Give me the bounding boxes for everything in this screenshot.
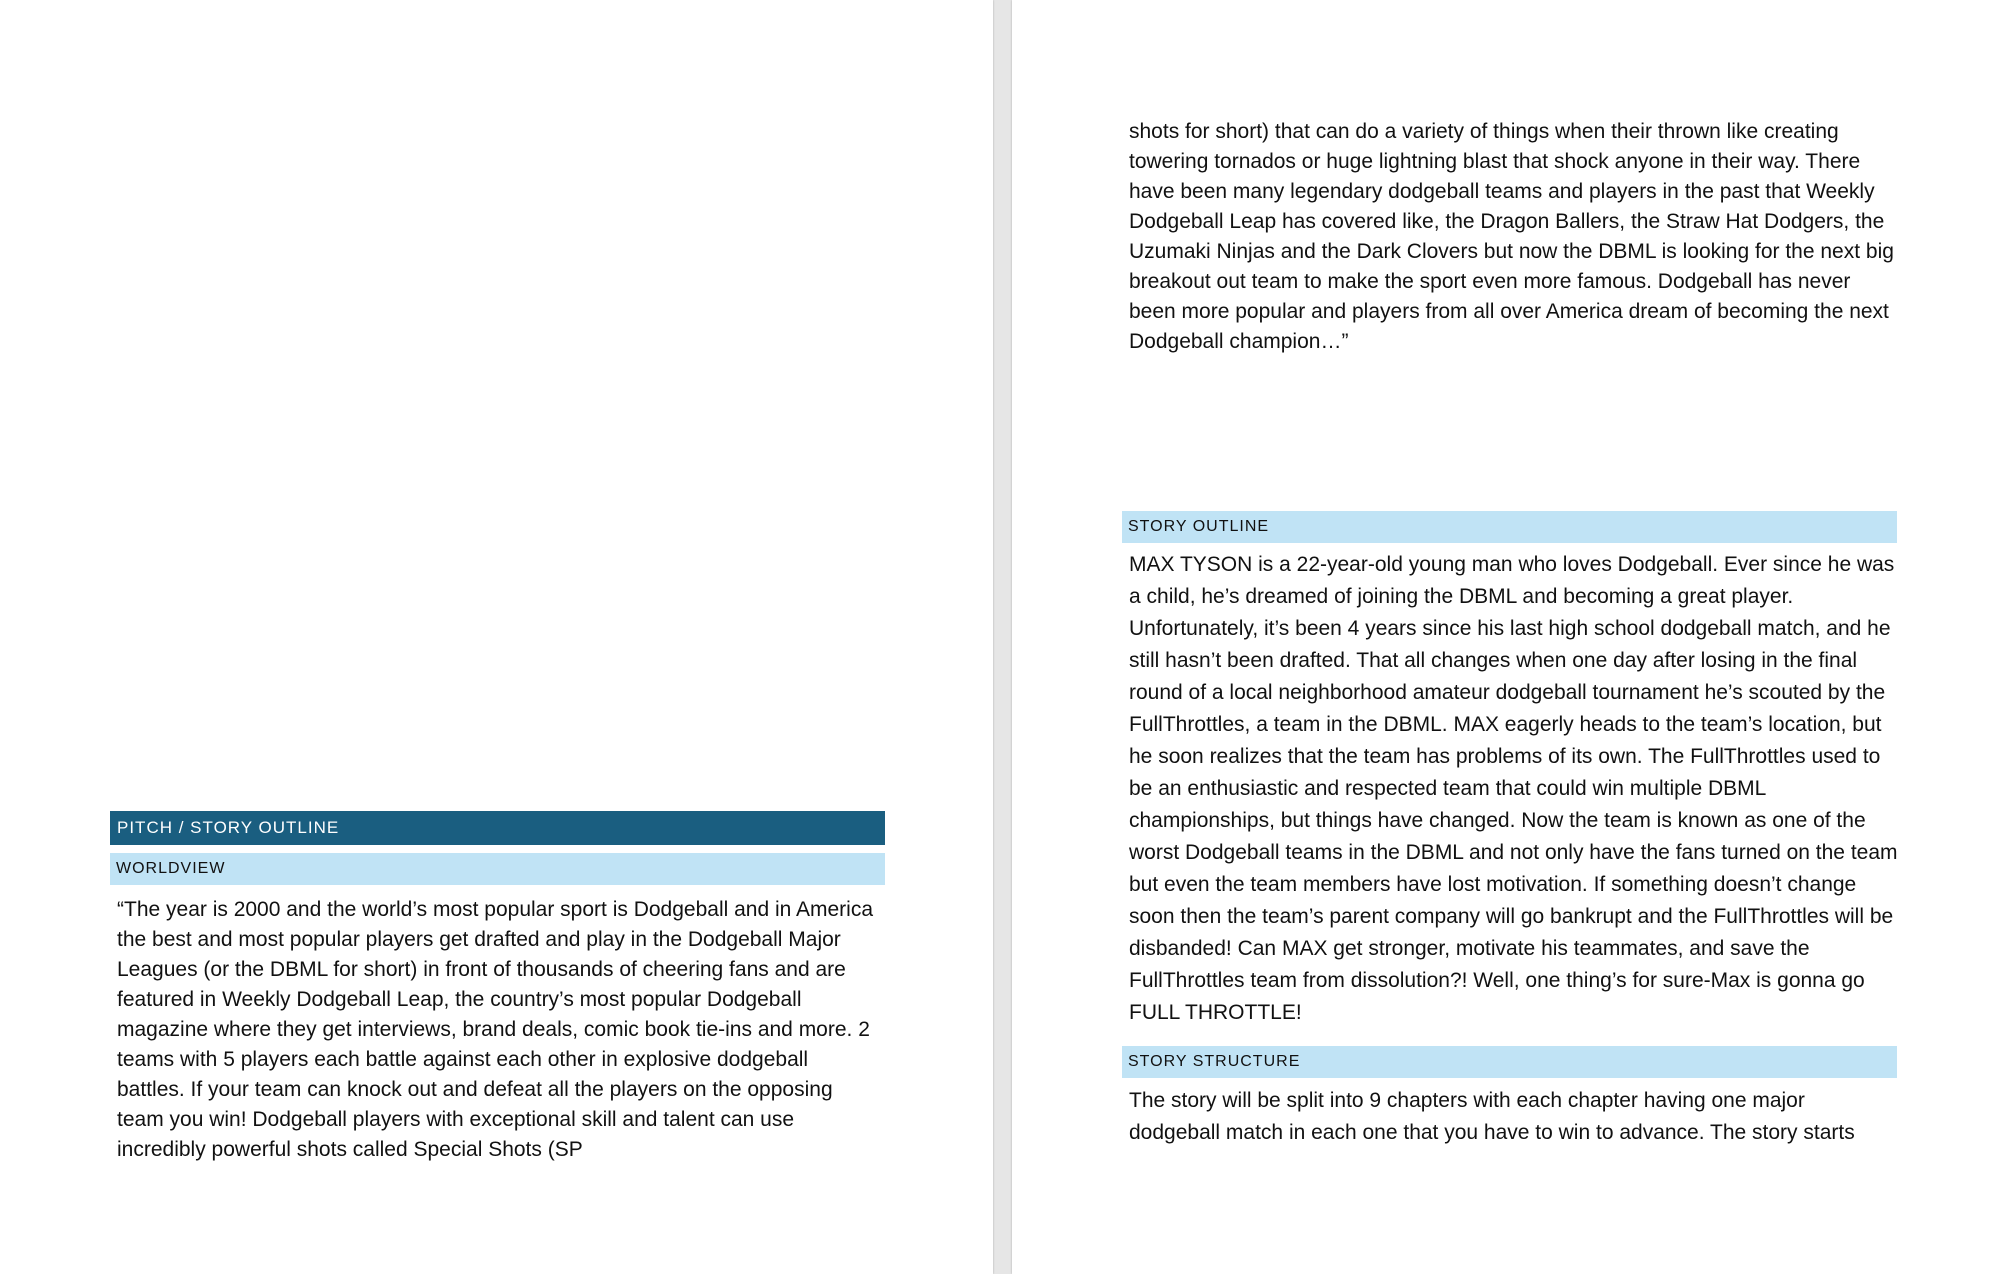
subsection-header-worldview: WORLDVIEW	[110, 853, 885, 885]
worldview-paragraph: “The year is 2000 and the world’s most popular sport is Dodgeball and in America the best and most popular players get drafted and play in the Dodgeball Major Leagues (or the DBML for short) in front of thousands of cheering fans and are featured in Weekly Dodgeball Leap, the country’s most popular Dodgeball magazine where they get interviews, brand deals, comic book tie-ins and more. 2 teams with 5 players each battle against each other in explosive dodgeball battles. If your team can knock out and defeat all the players on the opposing team you win! Dodgeball players with exceptional skill and talent can use incredibly powerful shots called Special Shots (SP	[117, 898, 874, 1161]
document-page-left	[0, 0, 993, 1274]
subsection-header-story-structure: STORY STRUCTURE	[1122, 1046, 1897, 1078]
document-page-right	[1012, 0, 2005, 1274]
subsection-header-story-outline: STORY OUTLINE	[1122, 511, 1897, 543]
section-header-pitch: PITCH / STORY OUTLINE	[110, 811, 885, 845]
worldview-continued-paragraph: shots for short) that can do a variety of things when their thrown like creating towering tornados or huge lightning blast that shock anyone in their way. There have been many legendary dodgeball teams and players in the past that Weekly Dodgeball Leap has covered like, the Dragon Ballers, the Straw Hat Dodgers, the Uzumaki Ninjas and the Dark Clovers but now the DBML is looking for the next big breakout out team to make the sport even more famous. Dodgeball has never been more popular and players from all over America dream of becoming the next Dodgeball champion…”	[1129, 120, 1894, 353]
story-structure-paragraph: The story will be split into 9 chapters with each chapter having one major dodgeball match in each one that you have to win to advance. The story starts	[1129, 1089, 1855, 1144]
story-outline-paragraph: MAX TYSON is a 22-year-old young man who loves Dodgeball. Ever since he was a child, he’s dreamed of joining the DBML and becoming a great player. Unfortunately, it’s been 4 years since his last high school dodgeball match, and he still hasn’t been drafted. That all changes when one day after losing in the final round of a local neighborhood amateur dodgeball tournament he’s scouted by the FullThrottles, a team in the DBML. MAX eagerly heads to the team’s location, but he soon realizes that the team has problems of its own. The FullThrottles used to be an enthusiastic and respected team that could win multiple DBML championships, but things have changed. Now the team is known as one of the worst Dodgeball teams in the DBML and not only have the fans turned on the team but even the team members have lost motivation. If something doesn’t change soon then the team’s parent company will go bankrupt and the FullThrottles will be disbanded! Can MAX get stronger, motivate his teammates, and save the FullThrottles team from dissolution?! Well, one thing’s for sure-Max is gonna go FULL THROTTLE!	[1129, 553, 1898, 1024]
